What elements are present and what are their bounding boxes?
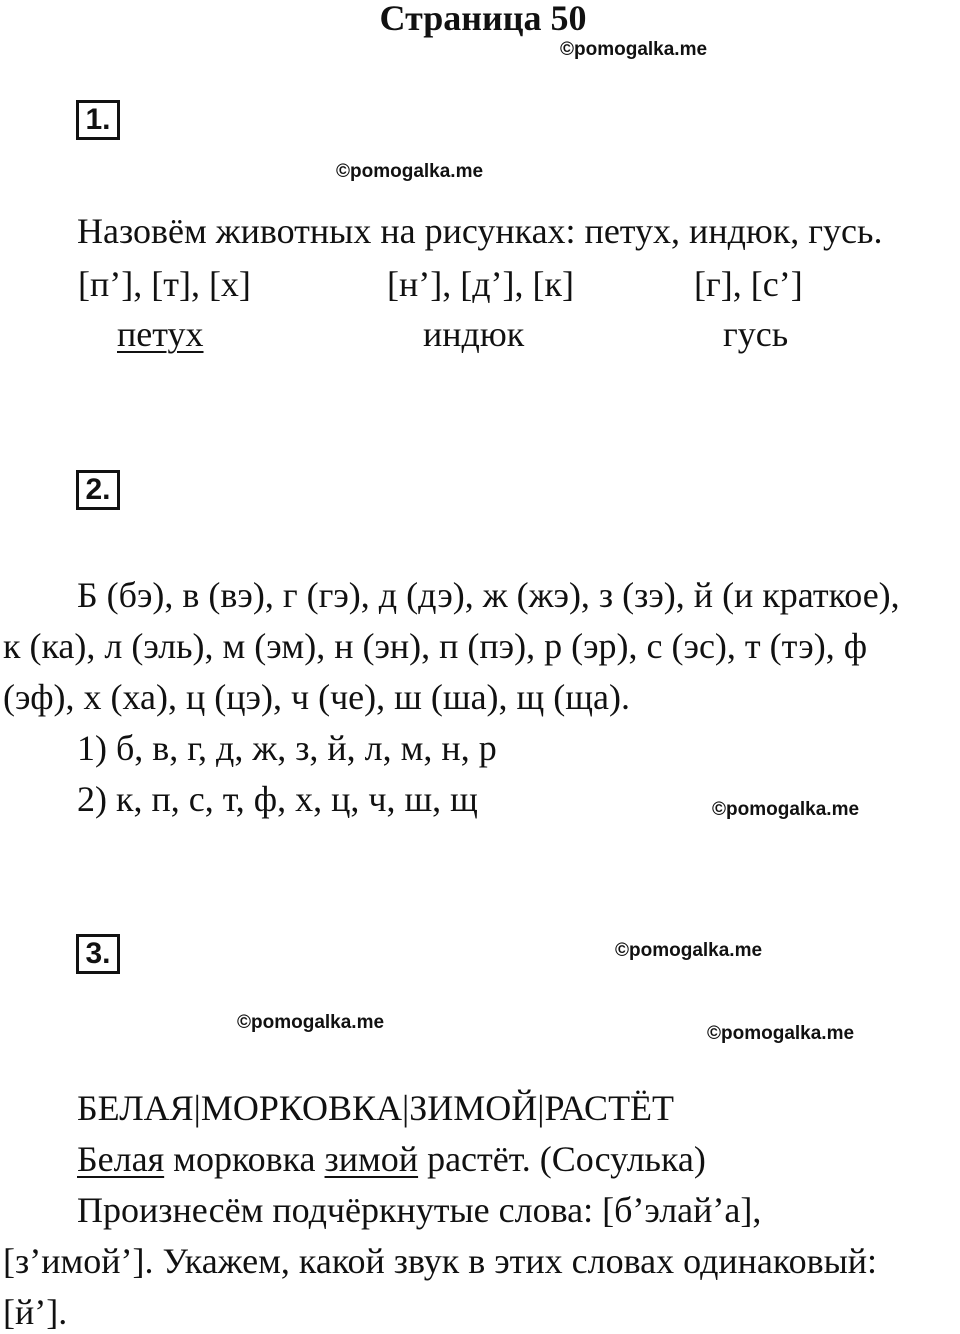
task-1-word-1: петух bbox=[117, 314, 204, 354]
task-1-sounds-1: [п’], [т], [х] bbox=[78, 264, 251, 304]
task-1-sounds-3: [г], [с’] bbox=[694, 264, 803, 304]
watermark: ©pomogalka.me bbox=[237, 1012, 385, 1033]
task-2-line-2: к (ка), л (эль), м (эм), н (эн), п (пэ), р (эр), с (эс), т (тэ), ф bbox=[3, 626, 868, 666]
task-3-rebus: БЕЛАЯ|МОРКОВКА|ЗИМОЙ|РАСТЁТ bbox=[77, 1088, 675, 1128]
watermark: ©pomogalka.me bbox=[712, 799, 860, 820]
task-3-riddle-rest: растёт. (Сосулька) bbox=[418, 1139, 706, 1179]
task-3-line-1: Произнесём подчёркнутые слова: [б’элай’а], bbox=[77, 1190, 762, 1230]
task-3-line-2: [з’имой’]. Укажем, какой звук в этих словах одинаковый: bbox=[3, 1241, 878, 1281]
task-1-sounds-2: [н’], [д’], [к] bbox=[387, 264, 574, 304]
task-1-word-3: гусь bbox=[723, 314, 789, 354]
task-2-list-2: 2) к, п, с, т, ф, х, ц, ч, ш, щ bbox=[77, 779, 478, 819]
task-1-number: 1. bbox=[76, 100, 120, 140]
task-2-line-3: (эф), х (ха), ц (цэ), ч (че), ш (ша), щ (ща). bbox=[3, 677, 630, 717]
task-3-underlined-word-2: зимой bbox=[324, 1139, 419, 1179]
watermark: ©pomogalka.me bbox=[336, 161, 484, 182]
task-3-riddle bbox=[77, 1141, 706, 1177]
watermark: ©pomogalka.me bbox=[560, 39, 708, 60]
watermark: ©pomogalka.me bbox=[707, 1023, 855, 1044]
task-1-intro: Назовём животных на рисунках: петух, индюк, гусь. bbox=[77, 211, 883, 251]
task-1-word-2: индюк bbox=[423, 314, 525, 354]
task-3-underlined-word-1: Белая bbox=[77, 1139, 165, 1179]
watermark: ©pomogalka.me bbox=[615, 940, 763, 961]
page-title: Страница 50 bbox=[379, 0, 587, 38]
task-2-number: 2. bbox=[76, 470, 120, 510]
task-2-list-1: 1) б, в, г, д, ж, з, й, л, м, н, р bbox=[77, 728, 497, 768]
task-3-line-3: [й’]. bbox=[3, 1292, 68, 1332]
task-2-line-1: Б (бэ), в (вэ), г (гэ), д (дэ), ж (жэ), з (зэ), й (и краткое), bbox=[77, 575, 900, 615]
task-3-riddle-word-2: морковка bbox=[164, 1139, 325, 1179]
task-3-number: 3. bbox=[76, 934, 120, 974]
